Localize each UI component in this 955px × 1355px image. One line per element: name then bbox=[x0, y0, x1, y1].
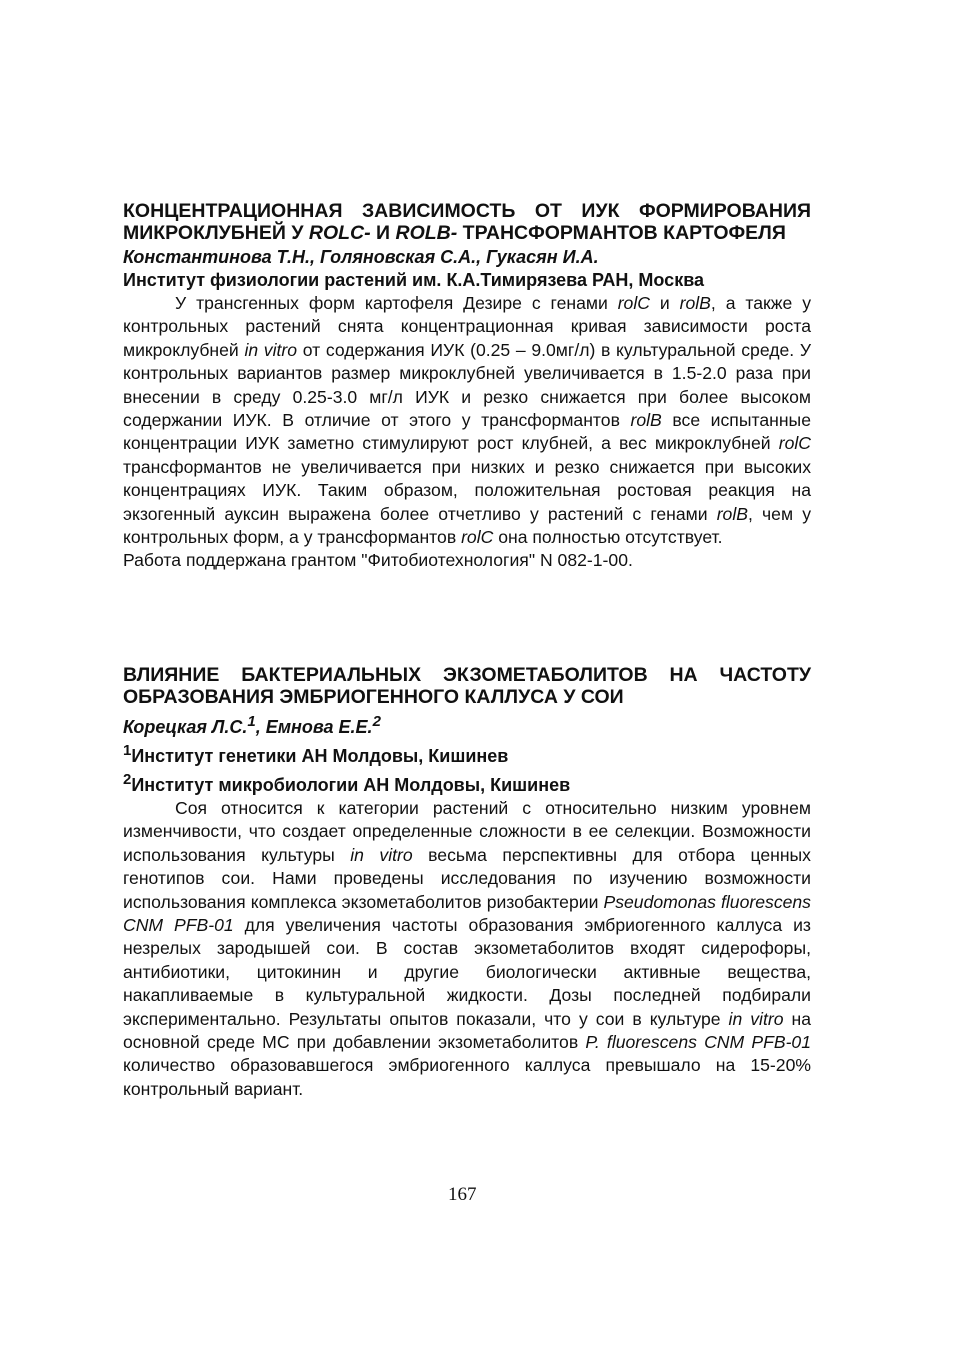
article-2-authors: Корецкая Л.С.$^1$, Емнова Е.Е.$^2$ bbox=[123, 713, 381, 737]
page-number: 167 bbox=[448, 1184, 477, 1205]
article-2-affiliation-2: $^2$Институт микробиологии АН Молдовы, Кишинев bbox=[123, 771, 571, 795]
article-2 bbox=[123, 664, 811, 1101]
article-1-authors: Константинова Т.Н., Голяновская С.А., Гукасян И.А. bbox=[123, 247, 599, 267]
article-1-grant-note: Работа поддержана грантом "Фитобиотехнология" N 082-1-00. bbox=[123, 550, 633, 571]
article-2-body: Соя относится к категории растений с относительно низким уровнем изменчивости, что создает определенные сложности в ее селекции. Возможности использования культуры in vitro весьма перспективны для отбора ценных генотипов сои. Нами проведены исследования по изучению возможности использования комплекса экзометаболитов ризобактерии Pseudomonas fluorescens CNM PFB-01 для увеличения частоты образования эмбриогенного каллуса из незрелых зародышей сои. В состав экзометаболитов входят сидерофоры, антибиотики, цитокинин и другие биологически активные вещества, накапливаемые в культуральной жидкости. Дозы последней подбирали экспериментально. Результаты опытов показали, что у сои в культуре in vitro на основной среде МС при добавлении экзометаболитов P. fluorescens CNM PFB-01 количество образовавшегося эмбриогенного каллуса превышало на 15-20% контрольный вариант. bbox=[123, 798, 812, 1099]
article-1-affiliation: Институт физиологии растений им. К.А.Тимирязева РАН, Москва bbox=[123, 270, 705, 290]
article-1-body: У трансгенных форм картофеля Дезире с генами rolC и rolB, а также у контрольных растений снята концентрационная кривая зависимости роста микроклубней in vitro от содержания ИУК (0.25 – 9.0мг/л) в культуральной среде. У контрольных вариантов размер микроклубней увеличивается в 1.5-2.0 раза при внесении в среду 0.25-3.0 мг/л ИУК и резко снижается при более высоком содержании ИУК. В отличие от этого у трансформантов rolB все испытанные концентрации ИУК заметно стимулируют рост клубней, а вес микроклубней rolC трансформантов не увеличивается при низких и резко снижается при высоких концентрациях ИУК. Таким образом, положительная ростовая реакция на экзогенный ауксин выражена более отчетливо у растений с генами rolB, чем у контрольных форм, а у трансформантов rolC она полностью отсутствует. bbox=[123, 293, 812, 548]
article-2-affiliation-1: $^1$Институт генетики АН Молдовы, Кишинев bbox=[123, 742, 509, 766]
article-1-title: КОНЦЕНТРАЦИОННАЯ ЗАВИСИМОСТЬ ОТ ИУК ФОРМИРОВАНИЯ МИКРОКЛУБНЕЙ У ROLC- И ROLB- ТРАНСФОРМАНТОВ КАРТОФЕЛЯ bbox=[123, 200, 811, 244]
article-2-title: ВЛИЯНИЕ БАКТЕРИАЛЬНЫХ ЭКЗОМЕТАБОЛИТОВ НА ЧАСТОТУ ОБРАЗОВАНИЯ ЭМБРИОГЕННОГО КАЛЛУСА У СОИ bbox=[123, 664, 811, 708]
article-1 bbox=[123, 200, 811, 573]
